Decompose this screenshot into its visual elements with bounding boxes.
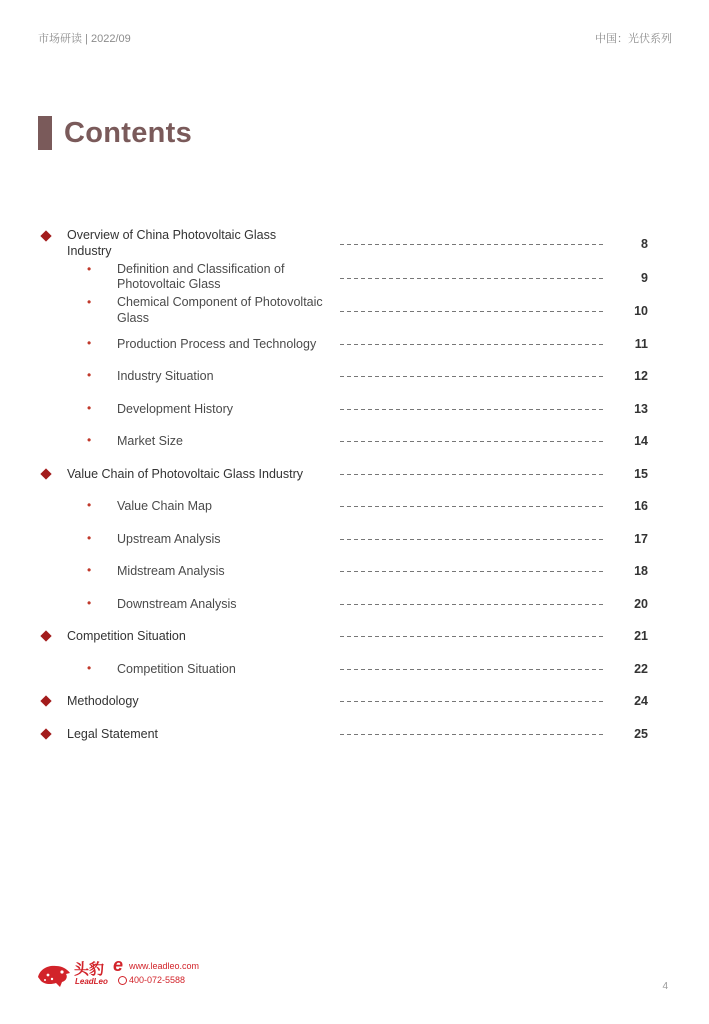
dot-leader xyxy=(340,441,606,442)
phone-number: 400-072-5588 xyxy=(129,975,186,985)
dot-leader xyxy=(340,506,606,507)
table-of-contents xyxy=(0,226,709,749)
dot-leader xyxy=(340,278,606,279)
contents-heading xyxy=(38,114,192,152)
toc-entry-label: Development History xyxy=(117,401,234,416)
toc-entry-page: 17 xyxy=(634,531,648,546)
dot-leader xyxy=(340,409,606,410)
toc-entry-page: 25 xyxy=(634,726,648,741)
bullet-icon: • xyxy=(87,530,92,545)
toc-entry-page: 15 xyxy=(634,466,648,481)
header-left: 市场研读 | 2022/09 xyxy=(38,33,131,45)
leopard-logo-icon xyxy=(36,957,72,989)
toc-entry-page: 9 xyxy=(641,270,648,285)
bullet-icon: • xyxy=(87,261,92,276)
page-title: Contents xyxy=(64,116,193,149)
bullet-icon: • xyxy=(87,660,92,675)
toc-entry-page: 21 xyxy=(634,629,648,643)
toc-entry[interactable] xyxy=(0,652,709,685)
toc-entry-page: 13 xyxy=(634,401,648,416)
diamond-bullet-icon xyxy=(40,230,51,241)
toc-entry[interactable] xyxy=(0,554,709,587)
toc-entry-label: Upstream Analysis xyxy=(117,531,221,546)
toc-entry-label: Market Size xyxy=(117,434,183,448)
toc-entry-label: Value Chain Map xyxy=(117,499,212,513)
toc-entry[interactable] xyxy=(0,424,709,457)
toc-entry-page: 10 xyxy=(634,304,648,318)
dot-leader xyxy=(340,474,606,475)
bullet-icon: • xyxy=(87,563,92,577)
dot-leader xyxy=(340,344,606,345)
toc-entry-label: Competition Situation xyxy=(117,661,236,676)
toc-entry-label: Midstream Analysis xyxy=(117,564,225,578)
toc-entry[interactable] xyxy=(0,522,709,555)
toc-entry[interactable] xyxy=(0,717,709,750)
toc-entry-label: Downstream Analysis xyxy=(117,596,237,611)
bullet-icon: • xyxy=(87,498,92,512)
toc-entry-page: 18 xyxy=(634,564,648,578)
toc-entry[interactable] xyxy=(0,260,709,294)
toc-entry-page: 11 xyxy=(634,336,648,351)
title-accent-bar xyxy=(38,116,52,150)
phone-contact xyxy=(118,975,185,985)
bullet-icon: • xyxy=(87,400,92,415)
header-right: 中国：光伏系列 xyxy=(595,33,672,45)
toc-entry-page: 24 xyxy=(634,694,648,708)
logo-chinese-text: 头豹 xyxy=(74,961,105,978)
phone-icon xyxy=(118,976,127,985)
toc-entry-label: Overview of China Photovoltaic Glass Industry xyxy=(67,228,277,258)
toc-entry[interactable] xyxy=(0,489,709,522)
toc-entry[interactable] xyxy=(0,392,709,425)
toc-entry-label: Industry Situation xyxy=(117,369,214,383)
toc-entry-page: 20 xyxy=(634,596,648,611)
toc-entry[interactable] xyxy=(0,587,709,620)
dot-leader xyxy=(340,571,606,572)
toc-entry-page: 22 xyxy=(634,661,648,676)
toc-entry-page: 16 xyxy=(634,499,648,513)
dot-leader xyxy=(340,539,606,540)
toc-entry-label: Methodology xyxy=(67,694,139,708)
bullet-icon: • xyxy=(87,295,92,309)
website-link[interactable]: www.leadleo.com xyxy=(129,961,200,971)
toc-entry[interactable] xyxy=(0,684,709,717)
diamond-bullet-icon xyxy=(40,728,51,739)
dot-leader xyxy=(340,701,606,702)
diamond-bullet-icon xyxy=(40,695,51,706)
toc-entry-page: 8 xyxy=(641,237,648,251)
toc-entry-label: Production Process and Technology xyxy=(117,336,317,351)
toc-entry-label: Value Chain of Photovoltaic Glass Industry xyxy=(67,466,304,481)
dot-leader xyxy=(340,311,606,312)
toc-entry-label: Definition and Classification of Photovoltaic Glass xyxy=(117,261,285,291)
diamond-bullet-icon xyxy=(40,468,51,479)
toc-entry-label: Legal Statement xyxy=(67,726,159,741)
dot-leader xyxy=(340,604,606,605)
diamond-bullet-icon xyxy=(40,630,51,641)
toc-entry[interactable] xyxy=(0,359,709,392)
bullet-icon: • xyxy=(87,368,92,382)
bullet-icon: • xyxy=(87,335,92,350)
toc-entry-label: Competition Situation xyxy=(67,629,186,643)
toc-entry[interactable] xyxy=(0,226,709,260)
bullet-icon: • xyxy=(87,433,92,447)
logo-english-text: LeadLeo xyxy=(75,977,108,986)
toc-entry[interactable] xyxy=(0,457,709,490)
bullet-icon: • xyxy=(87,595,92,610)
toc-entry-label: Chemical Component of Photovoltaic Glass xyxy=(117,295,323,325)
dot-leader xyxy=(340,244,606,245)
toc-entry[interactable] xyxy=(0,293,709,327)
toc-entry-page: 14 xyxy=(634,434,648,448)
page-number: 4 xyxy=(662,981,668,992)
toc-entry[interactable] xyxy=(0,619,709,652)
toc-entry[interactable] xyxy=(0,327,709,360)
dot-leader xyxy=(340,669,606,670)
toc-entry-page: 12 xyxy=(634,369,648,383)
dot-leader xyxy=(340,734,606,735)
logo-e-mark: e xyxy=(113,955,124,975)
dot-leader xyxy=(340,376,606,377)
dot-leader xyxy=(340,636,606,637)
